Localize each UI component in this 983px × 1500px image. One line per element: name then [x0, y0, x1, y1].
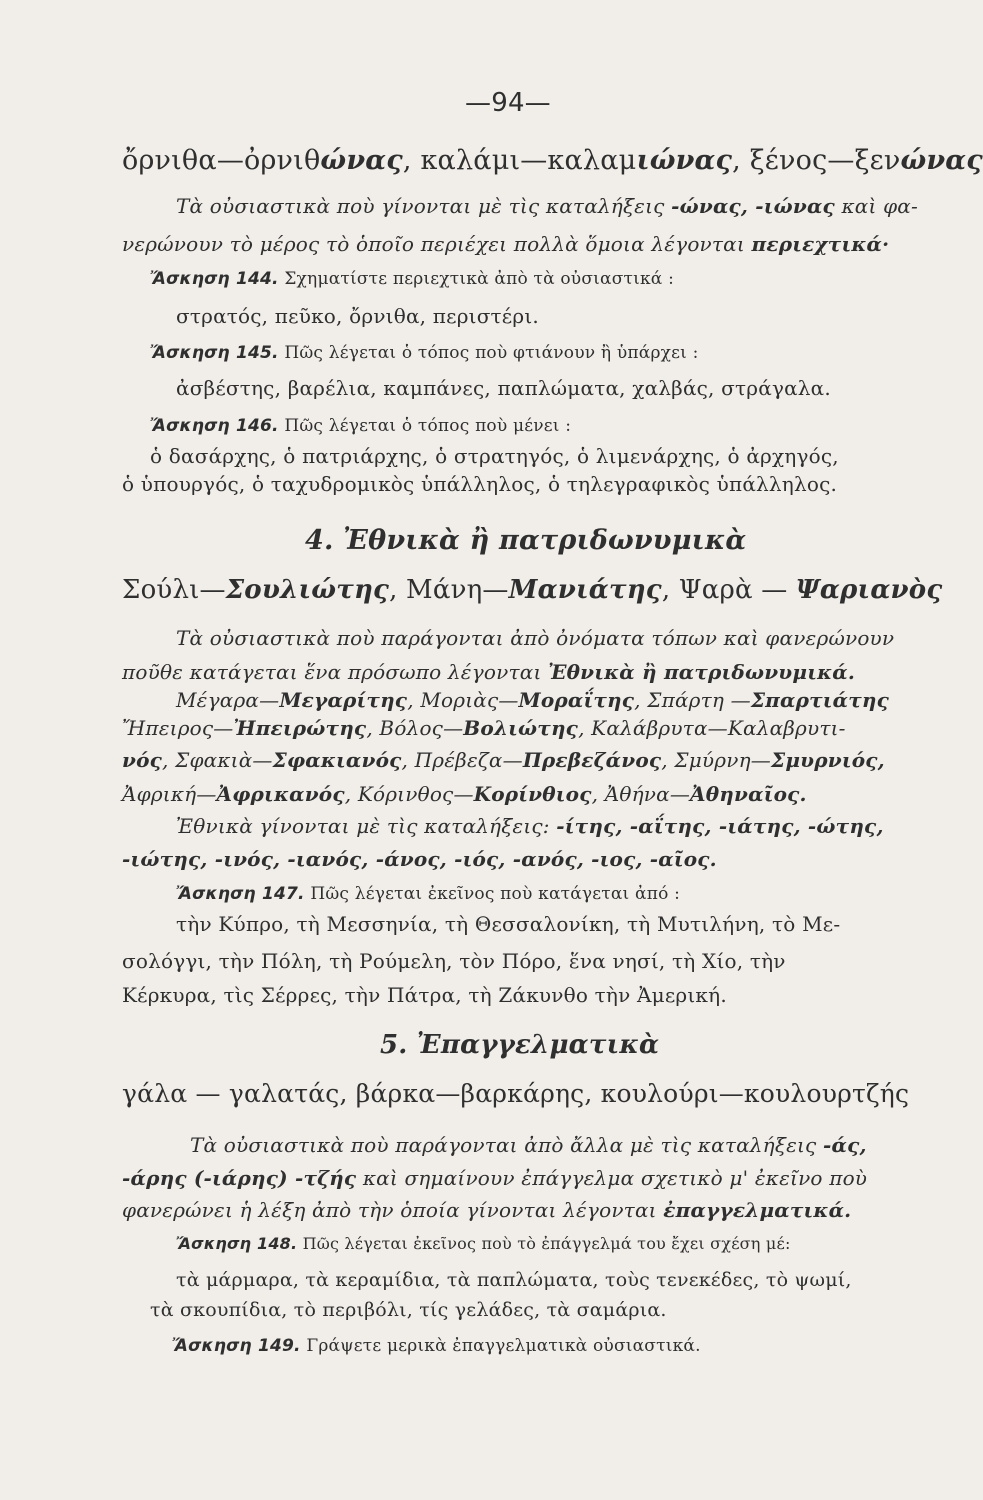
- exercise-147-words-2: σολόγγι, τὴν Πόλη, τὴ Ρούμελη, τὸν Πόρο, ἕνα νησί, τὴ Χίο, τὴν: [122, 949, 786, 973]
- rule-line-4: ποῦθε κατάγεται ἕνα πρόσωπο λέγονται Ἐθνικὰ ἢ πατριδωνυμικά.: [122, 660, 856, 684]
- section-heading-5: 5. Ἐπαγγελματικὰ: [380, 1030, 660, 1060]
- exercise-144: Ἄσκηση 144. Σχηματίστε περιεχτικὰ ἀπὸ τὰ οὐσιαστικά :: [150, 269, 675, 289]
- section-heading-4: 4. Ἐθνικὰ ἢ πατριδωνυμικὰ: [305, 525, 747, 556]
- exercise-147-words-1: τὴν Κύπρο, τὴ Μεσσηνία, τὴ Θεσσαλονίκη, τὴ Μυτιλήνη, τὸ Με-: [176, 912, 841, 936]
- example-line-1: ὄρνιθα—ὀρνιθώνας, καλάμι—καλαμιώνας, ξένος—ξενώνας: [122, 145, 983, 176]
- exercise-148-words-2: τὰ σκουπίδια, τὸ περιβόλι, τίς γελάδες, τὰ σαμάρια.: [150, 1299, 667, 1321]
- exercise-146-words-1: ὁ δασάρχης, ὁ πατριάρχης, ὁ στρατηγός, ὁ λιμενάρχης, ὁ ἀρχηγός,: [150, 444, 839, 468]
- exercise-148: Ἄσκηση 148. Πῶς λέγεται ἐκεῖνος ποὺ τὸ ἐπάγγελμά του ἔχει σχέση μέ:: [176, 1234, 791, 1253]
- rule-line-7: φανερώνει ἡ λέξη ἀπὸ τὴν ὁποία γίνονται λέγονται ἐπαγγελματικά.: [122, 1198, 852, 1222]
- exercise-144-words: στρατός, πεῦκο, ὄρνιθα, περιστέρι.: [176, 304, 539, 328]
- example-line-2: Σούλι—Σουλιώτης, Μάνη—Μανιάτης, Ψαρὰ — Ψαριανὸς: [122, 575, 943, 605]
- examples-line-4: Ἀφρική—Ἀφρικανός, Κόρινθος—Κορίνθιος, Ἀθήνα—Ἀθηναῖος.: [122, 782, 807, 806]
- exercise-148-words-1: τὰ μάρμαρα, τὰ κεραμίδια, τὰ παπλώματα, τοὺς τενεκέδες, τὸ ψωμί,: [176, 1269, 852, 1291]
- exercise-147: Ἄσκηση 147. Πῶς λέγεται ἐκεῖνος ποὺ κατάγεται ἀπό :: [176, 884, 681, 904]
- examples-line-3: νός, Σφακιὰ—Σφακιανός, Πρέβεζα—Πρεβεζάνος, Σμύρνη—Σμυρνιός,: [122, 748, 885, 772]
- rule-line-2: νερώνουν τὸ μέρος τὸ ὁποῖο περιέχει πολλὰ ὅμοια λέγονται περιεχτικά·: [122, 232, 890, 256]
- page-number: —94—: [465, 88, 551, 118]
- exercise-149: Ἄσκηση 149. Γράψετε μερικὰ ἐπαγγελματικὰ οὐσιαστικά.: [172, 1336, 701, 1356]
- endings-line-2: -ιώτης, -ινός, -ιανός, -άνος, -ιός, -ανός, -ιος, -αῖος.: [122, 847, 717, 871]
- examples-line-1: Μέγαρα—Μεγαρίτης, Μοριὰς—Μοραΐτης, Σπάρτη —Σπαρτιάτης: [176, 688, 890, 712]
- example-line-3: γάλα — γαλατάς, βάρκα—βαρκάρης, κουλούρι—κουλουρτζής: [122, 1079, 910, 1108]
- endings-line-1: Ἐθνικὰ γίνονται μὲ τὶς καταλήξεις: -ίτης, -αΐτης, -ιάτης, -ώτης,: [176, 814, 884, 838]
- rule-line-3: Τὰ οὐσιαστικὰ ποὺ παράγονται ἀπὸ ὀνόματα τόπων καὶ φανερώνουν: [176, 626, 895, 650]
- rule-line-1: Τὰ οὐσιαστικὰ ποὺ γίνονται μὲ τὶς καταλήξεις -ώνας, -ιώνας καὶ φα-: [176, 194, 918, 218]
- exercise-145-words: ἀσβέστης, βαρέλια, καμπάνες, παπλώματα, χαλβάς, στράγαλα.: [176, 376, 831, 400]
- examples-line-2: Ἤπειρος—Ἠπειρώτης, Βόλος—Βολιώτης, Καλάβρυτα—Καλαβρυτι-: [122, 716, 846, 740]
- exercise-147-words-3: Κέρκυρα, τὶς Σέρρες, τὴν Πάτρα, τὴ Ζάκυνθο τὴν Ἀμερική.: [122, 983, 727, 1007]
- rule-line-5: Τὰ οὐσιαστικὰ ποὺ παράγονται ἀπὸ ἄλλα μὲ τὶς καταλήξεις -άς,: [190, 1133, 867, 1157]
- exercise-146-words-2: ὁ ὑπουργός, ὁ ταχυδρομικὸς ὑπάλληλος, ὁ τηλεγραφικὸς ὑπάλληλος.: [122, 472, 838, 496]
- rule-line-6: -άρης (-ιάρης) -τζής καὶ σημαίνουν ἐπάγγελμα σχετικὸ μ' ἐκεῖνο ποὺ: [122, 1166, 868, 1190]
- exercise-146: Ἄσκηση 146. Πῶς λέγεται ὁ τόπος ποὺ μένει :: [150, 416, 572, 436]
- exercise-145: Ἄσκηση 145. Πῶς λέγεται ὁ τόπος ποὺ φτιάνουν ἢ ὑπάρχει :: [150, 343, 699, 363]
